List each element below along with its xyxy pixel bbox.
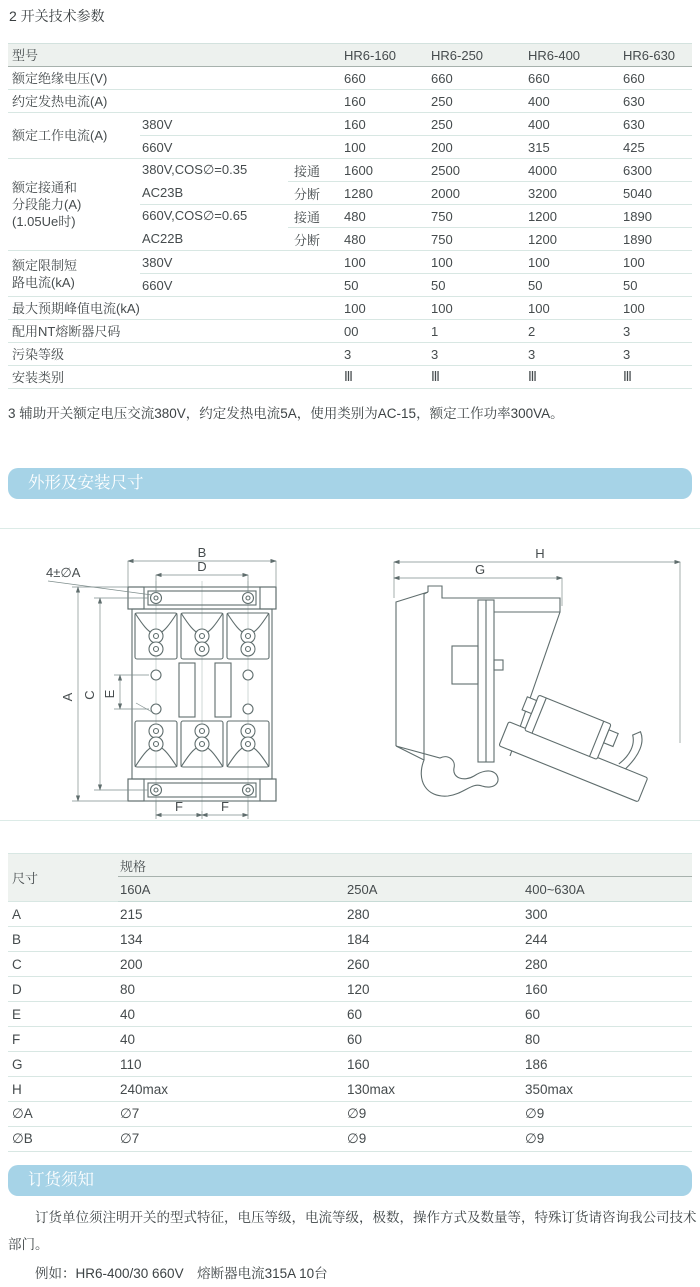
row-label: E (8, 1002, 118, 1027)
table-row: 660V 50 50 50 50 (8, 274, 692, 297)
row-label: ∅A (8, 1102, 118, 1127)
table-row: 配用NT熔断器尺码 00 1 2 3 (8, 320, 692, 343)
corner-header: 尺寸 (8, 854, 118, 902)
row-label: 额定绝缘电压(V) (8, 67, 338, 90)
separator-line (0, 528, 700, 529)
section-header-ordering-notice (8, 1165, 692, 1196)
column-header: HR6-160 (338, 44, 425, 67)
dim-label-f2: F (221, 799, 229, 814)
sub-label: 660V,COS∅=0.65 (142, 208, 248, 224)
table-row: F 40 60 80 (8, 1027, 692, 1052)
dim-label-f1: F (175, 799, 183, 814)
column-header: 160A (118, 877, 345, 902)
row-label: 约定发热电流(A) (8, 90, 338, 113)
spec-group-header: 规格 (118, 854, 692, 877)
pole-center-lines (156, 581, 248, 811)
row-label: A (8, 902, 118, 927)
dim-label-a: A (60, 692, 75, 702)
row-label: 额定限制短路电流(kA) (8, 251, 140, 297)
table-row: 最大预期峰值电流(kA) 100 100 100 100 (8, 297, 692, 320)
page-title: 2 开关技术参数 (9, 8, 105, 24)
table-row: AC23B 分断 1280 2000 3200 5040 (8, 182, 692, 205)
sub-label: 660V (140, 274, 338, 297)
mode-label: 分断 (288, 182, 338, 205)
dim-label-b: B (197, 545, 207, 560)
row-label: F (8, 1027, 118, 1052)
column-header: HR6-400 (522, 44, 617, 67)
table-row: A 215 280 300 (8, 902, 692, 927)
side-view-drawing (382, 548, 692, 808)
row-label: 安装类别 (8, 366, 338, 389)
table-row: ∅A ∅7 ∅9 ∅9 (8, 1102, 692, 1127)
table-row: 660V,COS∅=0.65 接通 480 750 1200 1890 (8, 205, 692, 228)
dim-label-e: E (102, 689, 117, 699)
dim-label-c: C (82, 690, 97, 700)
column-header: 型号 (8, 44, 338, 67)
mode-label: 分断 (288, 228, 338, 251)
table-row: B 134 184 244 (8, 927, 692, 952)
table-row: 660V 100 200 315 425 (8, 136, 692, 159)
sub-label: 380V (140, 113, 338, 136)
table-row: 额定工作电流(A) 380V 160 250 400 630 (8, 113, 692, 136)
dim-label-h: H (535, 548, 545, 561)
row-label: H (8, 1077, 118, 1102)
table-row: 约定发热电流(A) 160 250 400 630 (8, 90, 692, 113)
row-label: ∅B (8, 1127, 118, 1152)
ordering-example: 例如：HR6-400/30 660V 熔断器电流315A 10台 (35, 1266, 328, 1281)
table-row: 污染等级 3 3 3 3 (8, 343, 692, 366)
row-label: G (8, 1052, 118, 1077)
column-header: HR6-630 (617, 44, 692, 67)
table-row: 额定绝缘电压(V) 660 660 660 660 (8, 67, 692, 90)
row-label: B (8, 927, 118, 952)
sub-label: 380V (140, 251, 338, 274)
table-row: H 240max 130max 350max (8, 1077, 692, 1102)
ordering-notice (8, 1204, 698, 1287)
mode-label: 接通 (288, 205, 338, 228)
dim-label-g: G (474, 562, 486, 577)
dimension-table (8, 853, 692, 1152)
sub-label: AC22B (140, 228, 288, 251)
side-profile (396, 586, 560, 796)
row-label: 污染等级 (8, 343, 338, 366)
separator-line (0, 820, 700, 821)
row-label: 额定工作电流(A) (8, 113, 140, 159)
table-row: G 110 160 186 (8, 1052, 692, 1077)
section-title: 订货须知 (28, 1171, 94, 1189)
sub-label: AC23B (140, 182, 288, 205)
dimension-lines (46, 545, 276, 819)
aux-switch-note: 3 辅助开关额定电压交流380V，约定发热电流5A，使用类别为AC-15，额定工作功率300VA。 (8, 406, 564, 421)
dim-label-holes: 4±∅A (46, 565, 81, 580)
mode-label: 接通 (288, 159, 338, 182)
row-label: D (8, 977, 118, 1002)
table-row: E 40 60 60 (8, 1002, 692, 1027)
row-label: 最大预期峰值电流(kA) (8, 297, 338, 320)
section-title: 外形及安装尺寸 (28, 474, 144, 492)
row-label: 额定接通和分段能力(A)(1.05Ue时) (8, 159, 140, 251)
row-label: 配用NT熔断器尺码 (8, 320, 338, 343)
table-row: AC22B 分断 480 750 1200 1890 (8, 228, 692, 251)
table-row (8, 854, 692, 877)
table-row: 安装类别 Ⅲ Ⅲ Ⅲ Ⅲ (8, 366, 692, 389)
table-row: 额定限制短路电流(kA) 380V 100 100 100 100 (8, 251, 692, 274)
table-row (8, 44, 692, 67)
row-label: C (8, 952, 118, 977)
column-header: HR6-250 (425, 44, 522, 67)
sub-label: 380V,COS∅=0.35 (142, 162, 248, 178)
column-header: 250A (345, 877, 523, 902)
spec-table (8, 43, 692, 389)
section-header-outline-dimensions (8, 468, 692, 499)
dim-label-d: D (197, 559, 207, 574)
table-row: D 80 120 160 (8, 977, 692, 1002)
front-view-drawing (28, 545, 358, 835)
table-row: C 200 260 280 (8, 952, 692, 977)
middle-section (136, 663, 253, 717)
ordering-paragraph: 订货单位须注明开关的型式特征，电压等级，电流等级，极数，操作方式及数量等，特殊订货请咨询我公司技术部门。 (8, 1210, 697, 1252)
table-row: ∅B ∅7 ∅9 ∅9 (8, 1127, 692, 1152)
table-row: 额定接通和分段能力(A)(1.05Ue时) 380V,COS∅=0.35 接通 1600 2500 4000 6300 (8, 159, 692, 182)
column-header: 400~630A (523, 877, 692, 902)
fuse-carrier-open (499, 685, 663, 802)
sub-label: 660V (140, 136, 338, 159)
